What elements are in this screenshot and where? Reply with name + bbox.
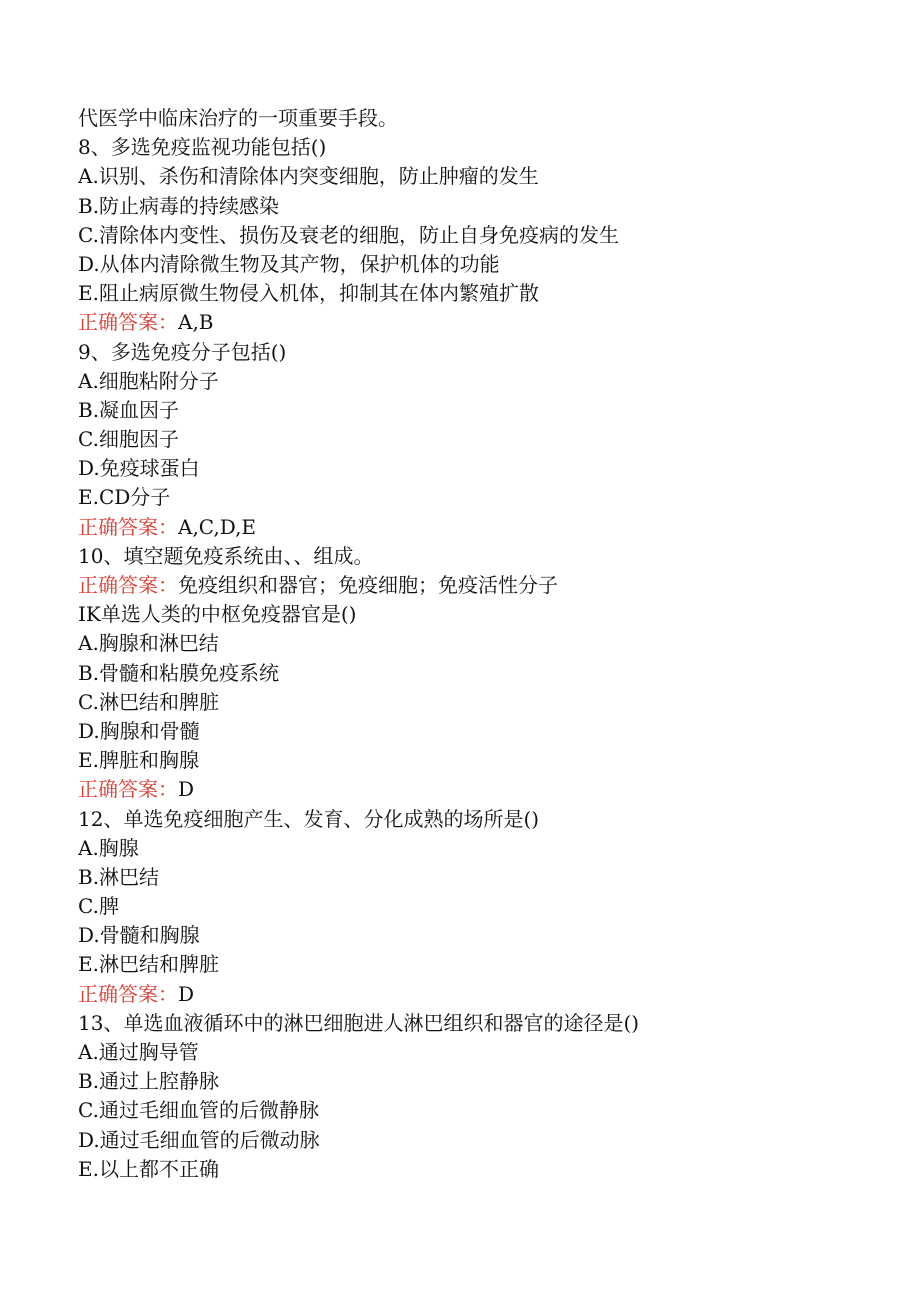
document-page	[78, 104, 898, 1184]
option-item: C.清除体内变性、损伤及衰老的细胞，防止自身免疫病的发生	[78, 222, 619, 247]
answer-value: A,B	[178, 310, 214, 335]
option-item: D.骨髓和胸腺	[78, 923, 200, 948]
option-item: B.骨髓和粘膜免疫系统	[78, 660, 280, 685]
answer-line	[78, 308, 898, 337]
option-item: E.阻止病原微生物侵入机体，抑制其在体内繁殖扩散	[78, 281, 539, 306]
option-item: A.胸腺和淋巴结	[78, 631, 219, 656]
answer-label: 正确答案：	[78, 777, 178, 802]
option-item: D.通过毛细血管的后微动脉	[78, 1127, 320, 1152]
option-item: C.淋巴结和脾脏	[78, 689, 219, 714]
answer-value: 免疫组织和器官；免疫细胞；免疫活性分子	[178, 573, 558, 597]
option-item: E.以上都不正确	[78, 1156, 219, 1181]
answer-label: 正确答案：	[78, 310, 178, 335]
option-item: E.CD分子	[78, 485, 171, 510]
answer-label: 正确答案：	[78, 981, 178, 1006]
option-item: A.细胞粘附分子	[78, 368, 219, 393]
question-title: 12、单选免疫细胞产生、发育、分化成熟的场所是()	[78, 806, 540, 831]
answer-line	[78, 513, 898, 542]
option-item: A.胸腺	[78, 835, 139, 860]
answer-value: D	[178, 981, 195, 1006]
answer-line	[78, 980, 898, 1009]
option-item: B.通过上腔静脉	[78, 1069, 220, 1094]
question-title: 8、多选免疫监视功能包括()	[78, 135, 327, 160]
option-item: E.脾脏和胸腺	[78, 748, 199, 773]
question-title: 10、填空题免疫系统由、、组成。	[78, 543, 374, 568]
answer-line	[78, 571, 898, 600]
answer-label: 正确答案：	[78, 573, 178, 597]
option-item: B.凝血因子	[78, 397, 180, 422]
question-title: 13、单选血液循环中的淋巴细胞进人淋巴组织和器官的途径是()	[78, 1010, 640, 1035]
option-item: A.识别、杀伤和清除体内突变细胞，防止肿瘤的发生	[78, 164, 539, 189]
answer-value: A,C,D,E	[178, 514, 257, 539]
option-item: C.细胞因子	[78, 427, 179, 452]
question-title: 9、多选免疫分子包括()	[78, 339, 287, 364]
answer-line	[78, 775, 898, 804]
paragraph-text: 代医学中临床治疗的一项重要手段。	[78, 106, 398, 130]
option-item: E.淋巴结和脾脏	[78, 952, 219, 977]
option-item: C.脾	[78, 894, 119, 919]
option-item: D.免疫球蛋白	[78, 456, 200, 481]
option-item: B.淋巴结	[78, 864, 160, 889]
option-item: D.从体内清除微生物及其产物，保护机体的功能	[78, 251, 500, 276]
option-item: B.防止病毒的持续感染	[78, 193, 280, 218]
question-title: IK单选人类的中枢免疫器官是()	[78, 602, 357, 627]
answer-label: 正确答案：	[78, 514, 178, 539]
answer-value: D	[178, 777, 195, 802]
option-item: D.胸腺和骨髓	[78, 718, 200, 743]
option-item: A.通过胸导管	[78, 1040, 199, 1064]
option-item: C.通过毛细血管的后微静脉	[78, 1098, 319, 1123]
